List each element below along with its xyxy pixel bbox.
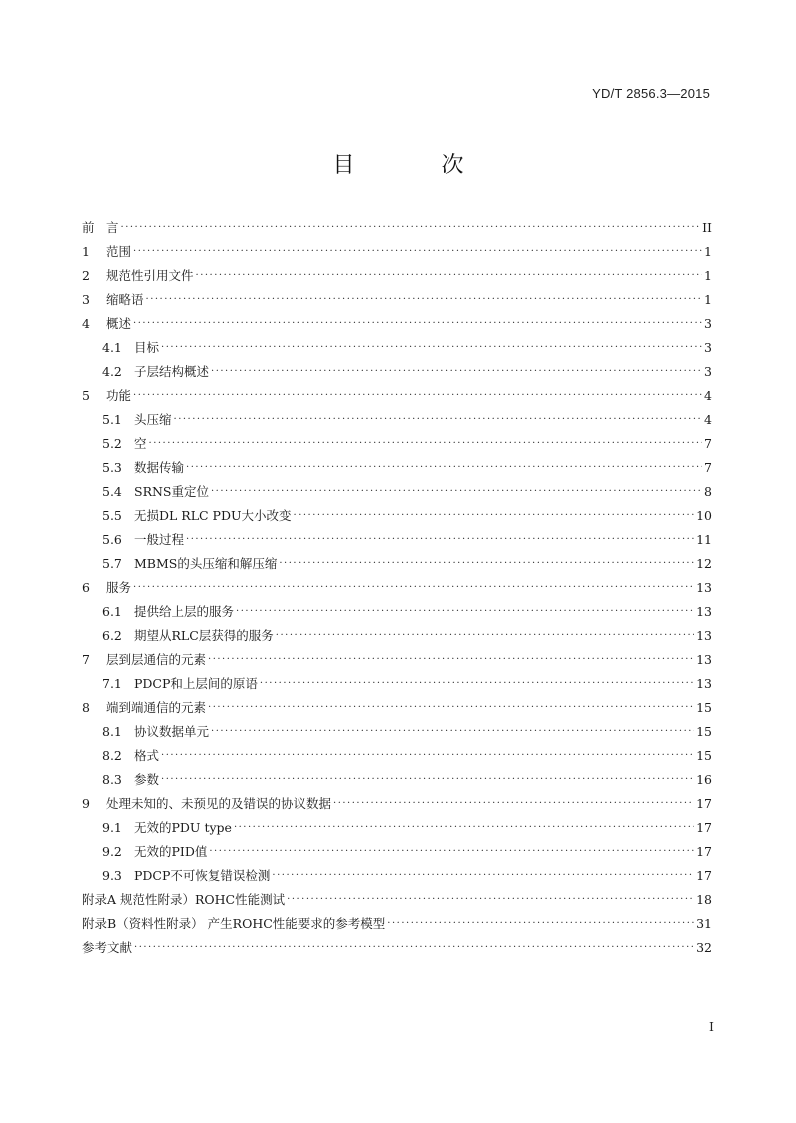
toc-entry[interactable] xyxy=(82,408,712,432)
toc-entry-label: PDCP和上层间的原语 xyxy=(134,676,258,691)
toc-entry[interactable] xyxy=(82,672,712,696)
toc-entry[interactable] xyxy=(82,720,712,744)
toc-entry-page: 17 xyxy=(696,820,712,835)
toc-entry-page: 3 xyxy=(704,340,712,355)
toc-dot-leader xyxy=(121,216,701,240)
toc-entry-page: 31 xyxy=(696,916,712,931)
toc-entry-label: 数据传输 xyxy=(134,460,185,475)
toc-entry-page: 13 xyxy=(696,604,712,619)
toc-entry-number: 5.5 xyxy=(102,508,122,523)
toc-entry-label: 期望从RLC层获得的服务 xyxy=(134,628,274,643)
toc-dot-leader xyxy=(387,912,694,936)
toc-entry[interactable] xyxy=(82,552,712,576)
toc-entry-number: 7.1 xyxy=(102,676,122,691)
toc-dot-leader xyxy=(211,480,702,504)
toc-entry-number: 7 xyxy=(82,652,90,667)
toc-entry-number: 5 xyxy=(82,388,90,403)
toc-entry-label: 子层结构概述 xyxy=(134,364,210,379)
toc-entry[interactable] xyxy=(82,528,712,552)
toc-entry-label: 规范性引用文件 xyxy=(106,268,194,283)
toc-dot-leader xyxy=(209,840,694,864)
toc-entry-label: 头压缩 xyxy=(134,412,172,427)
toc-entry-label: MBMS的头压缩和解压缩 xyxy=(134,556,278,571)
toc-entry-number: 5.7 xyxy=(102,556,122,571)
toc-dot-leader xyxy=(133,384,702,408)
toc-entry-label: 概述 xyxy=(106,316,132,331)
toc-dot-leader xyxy=(272,864,694,888)
toc-entry-label: 参数 xyxy=(134,772,160,787)
toc-entry-number: 9.3 xyxy=(102,868,122,883)
toc-dot-leader xyxy=(133,312,702,336)
toc-dot-leader xyxy=(133,240,702,264)
toc-entry-page: 15 xyxy=(696,748,712,763)
toc-dot-leader xyxy=(161,336,702,360)
toc-entry[interactable] xyxy=(82,816,712,840)
toc-dot-leader xyxy=(161,768,694,792)
toc-entry-label: 言 xyxy=(106,220,119,235)
toc-entry-label: 无效的PDU type xyxy=(134,820,232,835)
toc-entry-number: 4 xyxy=(82,316,90,331)
toc-entry-label: 无损DL RLC PDU大小改变 xyxy=(134,508,292,523)
toc-entry-page: 15 xyxy=(696,700,712,715)
toc-entry-label: 附录A 规范性附录）ROHC性能测试 xyxy=(82,892,286,907)
toc-entry-number: 5.1 xyxy=(102,412,122,427)
toc-dot-leader xyxy=(133,576,694,600)
table-of-contents xyxy=(82,216,712,960)
toc-entry-label: 层到层通信的元素 xyxy=(106,652,207,667)
toc-entry-number: 4.2 xyxy=(102,364,122,379)
toc-entry-label: 参考文献 xyxy=(82,940,133,955)
toc-entry[interactable] xyxy=(82,288,712,312)
toc-entry-page: 13 xyxy=(696,580,712,595)
toc-entry-page: 13 xyxy=(696,628,712,643)
toc-entry-number: 5.6 xyxy=(102,532,122,547)
toc-entry-label: 处理未知的、未预见的及错误的协议数据 xyxy=(106,796,332,811)
toc-entry-label: 空 xyxy=(134,436,147,451)
toc-entry-page: 1 xyxy=(704,244,712,259)
toc-entry-number: 8.1 xyxy=(102,724,122,739)
toc-entry-page: 8 xyxy=(704,484,712,499)
toc-entry-page: 17 xyxy=(696,868,712,883)
toc-entry-page: 4 xyxy=(704,388,712,403)
toc-entry-page: 17 xyxy=(696,844,712,859)
toc-entry-page: 16 xyxy=(696,772,712,787)
toc-entry[interactable] xyxy=(82,888,712,912)
toc-dot-leader xyxy=(186,456,702,480)
toc-entry-number: 8 xyxy=(82,700,90,715)
toc-entry-page: 17 xyxy=(696,796,712,811)
toc-entry-label: 附录B（资料性附录） 产生ROHC性能要求的参考模型 xyxy=(82,916,386,931)
toc-dot-leader xyxy=(276,624,694,648)
toc-dot-leader xyxy=(333,792,694,816)
toc-entry[interactable] xyxy=(82,312,712,336)
toc-entry-page: 13 xyxy=(696,676,712,691)
toc-dot-leader xyxy=(174,408,702,432)
toc-entry[interactable] xyxy=(82,624,712,648)
toc-entry-number: 前 xyxy=(82,220,95,235)
toc-dot-leader xyxy=(260,672,694,696)
toc-entry-label: 协议数据单元 xyxy=(134,724,210,739)
toc-dot-leader xyxy=(196,264,702,288)
toc-entry[interactable] xyxy=(82,936,712,960)
toc-entry-page: 7 xyxy=(704,460,712,475)
toc-dot-leader xyxy=(208,696,694,720)
toc-entry[interactable] xyxy=(82,696,712,720)
toc-entry-label: 缩略语 xyxy=(106,292,144,307)
toc-entry[interactable] xyxy=(82,600,712,624)
toc-entry-page: 1 xyxy=(704,292,712,307)
toc-entry[interactable] xyxy=(82,576,712,600)
toc-entry[interactable] xyxy=(82,360,712,384)
toc-entry-number: 8.2 xyxy=(102,748,122,763)
toc-entry-label: 一般过程 xyxy=(134,532,185,547)
toc-entry[interactable] xyxy=(82,336,712,360)
toc-entry-label: 端到端通信的元素 xyxy=(106,700,207,715)
toc-entry-label: 范围 xyxy=(106,244,132,259)
toc-dot-leader xyxy=(161,744,694,768)
toc-dot-leader xyxy=(134,936,694,960)
toc-dot-leader xyxy=(211,360,702,384)
toc-entry-page: 10 xyxy=(696,508,712,523)
toc-entry-label: 提供给上层的服务 xyxy=(134,604,235,619)
toc-entry-page: 4 xyxy=(704,412,712,427)
toc-entry-number: 5.4 xyxy=(102,484,122,499)
toc-entry[interactable] xyxy=(82,768,712,792)
toc-entry-number: 1 xyxy=(82,244,90,259)
toc-entry-page: II xyxy=(702,220,712,235)
toc-dot-leader xyxy=(208,648,694,672)
toc-entry[interactable] xyxy=(82,648,712,672)
toc-entry[interactable] xyxy=(82,384,712,408)
toc-entry-page: 1 xyxy=(704,268,712,283)
toc-entry[interactable] xyxy=(82,432,712,456)
toc-entry-page: 13 xyxy=(696,652,712,667)
toc-entry[interactable] xyxy=(82,864,712,888)
document-code: YD/T 2856.3—2015 xyxy=(592,86,710,101)
toc-entry[interactable] xyxy=(82,456,712,480)
toc-entry-number: 9 xyxy=(82,796,90,811)
toc-entry-page: 12 xyxy=(696,556,712,571)
toc-entry[interactable] xyxy=(82,840,712,864)
toc-entry-page: 11 xyxy=(696,532,712,547)
toc-entry-number: 2 xyxy=(82,268,90,283)
toc-dot-leader xyxy=(287,888,694,912)
toc-entry[interactable] xyxy=(82,792,712,816)
toc-entry-page: 3 xyxy=(704,364,712,379)
toc-entry-number: 9.2 xyxy=(102,844,122,859)
toc-entry-number: 5.3 xyxy=(102,460,122,475)
toc-entry[interactable] xyxy=(82,216,712,240)
page-number: I xyxy=(709,1019,714,1034)
toc-entry-number: 4.1 xyxy=(102,340,122,355)
toc-dot-leader xyxy=(186,528,694,552)
toc-entry-number: 8.3 xyxy=(102,772,122,787)
toc-dot-leader xyxy=(211,720,694,744)
toc-entry-label: 无效的PID值 xyxy=(134,844,208,859)
toc-entry[interactable] xyxy=(82,480,712,504)
toc-entry-label: 目标 xyxy=(134,340,160,355)
toc-entry-page: 7 xyxy=(704,436,712,451)
toc-entry-page: 3 xyxy=(704,316,712,331)
toc-dot-leader xyxy=(146,288,702,312)
toc-entry-label: SRNS重定位 xyxy=(134,484,209,499)
toc-entry-label: 格式 xyxy=(134,748,160,763)
toc-entry-page: 15 xyxy=(696,724,712,739)
toc-dot-leader xyxy=(279,552,694,576)
page-title: 目 次 xyxy=(332,153,504,178)
toc-dot-leader xyxy=(294,504,695,528)
toc-entry-number: 6.1 xyxy=(102,604,122,619)
toc-entry[interactable] xyxy=(82,264,712,288)
toc-entry-page: 32 xyxy=(696,940,712,955)
toc-entry-number: 6.2 xyxy=(102,628,122,643)
toc-entry[interactable] xyxy=(82,240,712,264)
toc-entry-label: PDCP不可恢复错误检测 xyxy=(134,868,271,883)
toc-entry-number: 5.2 xyxy=(102,436,122,451)
toc-entry-page: 18 xyxy=(696,892,712,907)
toc-dot-leader xyxy=(149,432,702,456)
toc-entry-number: 6 xyxy=(82,580,90,595)
toc-entry-label: 功能 xyxy=(106,388,132,403)
toc-dot-leader xyxy=(234,816,694,840)
toc-entry[interactable] xyxy=(82,912,712,936)
toc-entry[interactable] xyxy=(82,744,712,768)
toc-entry-number: 3 xyxy=(82,292,90,307)
toc-entry-label: 服务 xyxy=(106,580,132,595)
toc-entry[interactable] xyxy=(82,504,712,528)
toc-entry-number: 9.1 xyxy=(102,820,122,835)
toc-dot-leader xyxy=(236,600,694,624)
